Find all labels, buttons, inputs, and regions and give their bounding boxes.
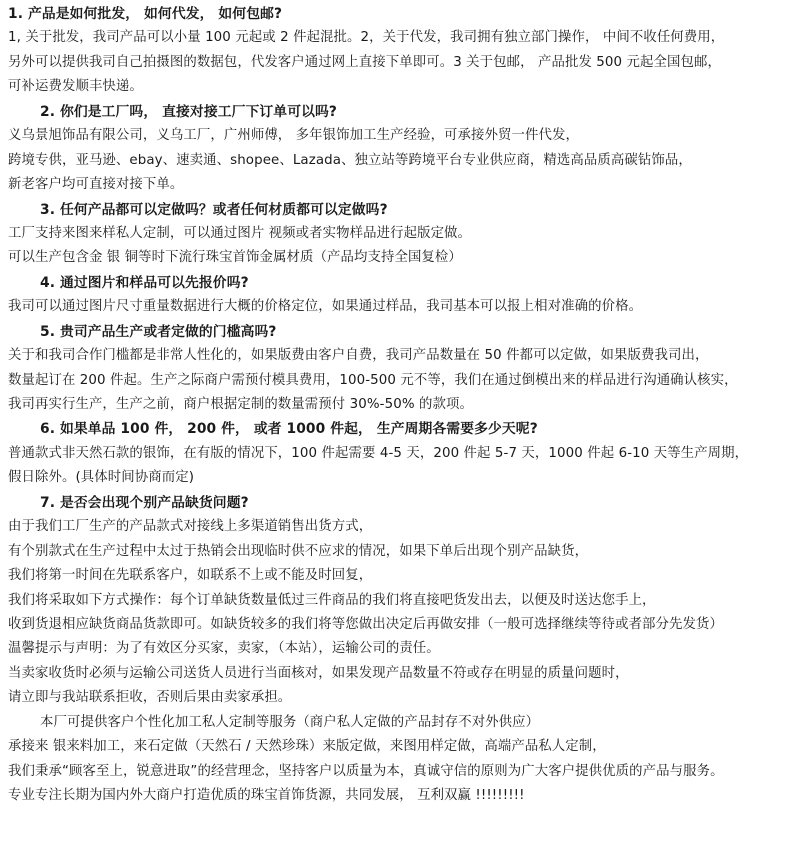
closing-line: 承接来 银来料加工，来石定做（天然石 / 天然珍珠）来版定做，来图用样定做，高端产品私人定制， [8,739,606,755]
closing-line: 我们秉承“顾客至上，锐意进取”的经营理念，坚持客户以质量为本，真诚守信的原则为广大客户提供优质的产品与服务。 [8,763,724,779]
faq-answer-line: 请立即与我站联系拒收，否则后果由卖家承担。 [8,690,292,706]
faq-answer-line: 可补运费发顺丰快递。 [8,79,143,95]
faq-question-2: 2. 你们是工厂吗， 直接对接工厂下订单可以吗? [40,103,337,120]
faq-question-6: 6. 如果单品 100 件， 200 件， 或者 1000 件起， 生产周期各需要多少天呢? [40,421,538,438]
faq-answer-line: 数量起订在 200 件起。生产之际商户需预付模具费用，100-500 元不等，我们在通过倒模出来的样品进行沟通确认核实， [8,372,738,388]
faq-answer-line: 我们将采取如下方式操作：每个订单缺货数量低过三件商品的我们将直接吧货发出去，以便及时送达您手上， [8,592,656,608]
faq-question-3: 3. 任何产品都可以定做吗？或者任何材质都可以定做吗? [40,201,388,218]
faq-answer-line: 收到货退相应缺货商品货款即可。如缺货较多的我们将等您做出决定后再做安排（一般可选择继续等待或者部分先发货） [8,616,723,632]
faq-question-5: 5. 贵司产品生产或者定做的门槛高吗? [40,323,277,340]
faq-answer-line: 假日除外。(具体时间协商而定) [8,470,195,486]
faq-question-1: 1. 产品是如何批发， 如何代发， 如何包邮? [8,6,283,22]
faq-answer-line: 关于和我司合作门槛都是非常人性化的，如果版费由客户自费，我司产品数量在 50 件都可以定做，如果版费我司出， [8,348,709,364]
faq-question-4: 4. 通过图片和样品可以先报价吗? [40,274,249,291]
faq-answer-line: 普通款式非天然石款的银饰，在有版的情况下，100 件起需要 4-5 天，200 件起 5-7 天，1000 件起 6-10 天等生产周期， [8,445,749,461]
faq-answer-line: 温馨提示与声明：为了有效区分买家，卖家，（本站），运输公司的责任。 [8,641,440,657]
faq-answer-line: 1, 关于批发，我司产品可以小量 100 元起或 2 件起混批。2，关于代发，我司拥有独立部门操作， 中间不收任何费用， [8,30,725,46]
faq-answer-line: 有个别款式在生产过程中太过于热销会出现临时供不应求的情况，如果下单后出现个别产品缺货， [8,543,589,559]
faq-answer-line: 我司再实行生产，生产之前，商户根据定制的数量需预付 30%-50% 的款项。 [8,397,473,412]
faq-answer-line: 我司可以通过图片尺寸重量数据进行大概的价格定位，如果通过样品，我司基本可以报上相对准确的价格。 [8,299,643,315]
faq-answer-line: 由于我们工厂生产的产品款式对接线上多渠道销售出货方式， [8,519,373,535]
faq-answer-line: 另外可以提供我司自己拍摄图的数据包，代发客户通过网上直接下单即可。3 关于包邮， 产品批发 500 元起全国包邮， [8,54,721,70]
faq-answer-line: 新老客户均可直接对接下单。 [8,177,184,193]
closing-heading: 本厂可提供客户个性化加工私人定制等服务（商户私人定做的产品封存不对外供应） [40,714,540,730]
faq-question-7: 7. 是否会出现个别产品缺货问题? [40,494,249,511]
closing-line: 专业专注长期为国内外大商户打造优质的珠宝首饰货源，共同发展， 互利双赢 !!!!!!!!! [8,788,525,803]
faq-answer-line: 可以生产包含金 银 铜等时下流行珠宝首饰金属材质（产品均支持全国复检） [8,250,462,266]
faq-answer-line: 工厂支持来图来样私人定制，可以通过图片 视频或者实物样品进行起版定做。 [8,225,472,241]
faq-answer-line: 当卖家收货时必须与运输公司送货人员进行当面核对，如果发现产品数量不符或存在明显的质量问题时， [8,665,629,681]
faq-answer-line: 我们将第一时间在先联系客户，如联系不上或不能及时回复， [8,568,373,584]
faq-answer-line: 义乌景旭饰品有限公司，义乌工厂，广州师傅， 多年银饰加工生产经验，可承接外贸一件代发， [8,128,579,144]
faq-answer-line: 跨境专供，亚马逊、ebay、速卖通、shopee、Lazada、独立站等跨境平台专业供应商，精选高品质高碳钻饰品， [8,152,692,168]
